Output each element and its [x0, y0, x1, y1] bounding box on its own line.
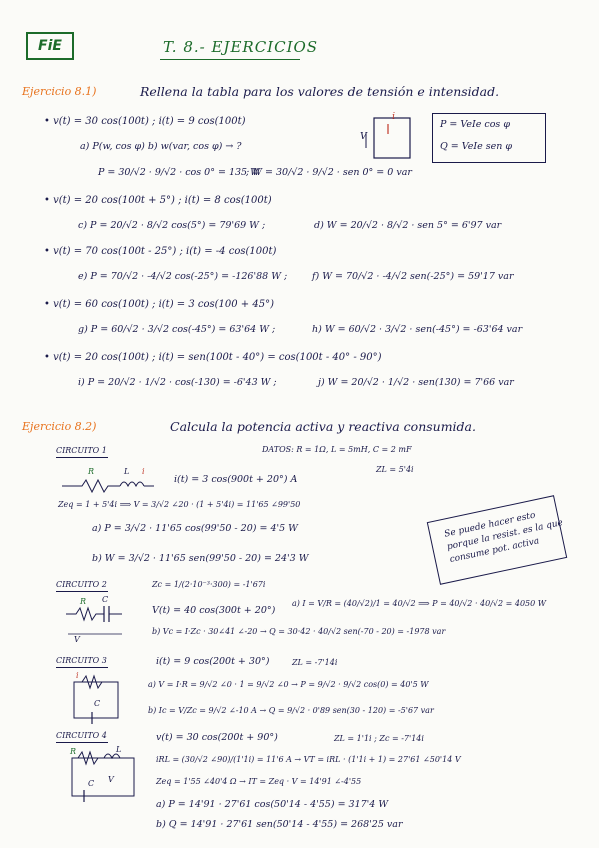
circuit-2-zc: Zc = 1/(2·10⁻³·300) = -1'67i: [152, 580, 266, 589]
circuit-4-voltage: v(t) = 30 cos(200t + 90°): [156, 732, 278, 743]
circuit-3-b: b) Ic = V/Zc = 9/√2 ∠-10 A → Q = 9/√2 · 0'89 sen(30 - 120) = -5'67 var: [148, 706, 434, 715]
circuit-4-zeq: Zeq = 1'55 ∠40'4 Ω → IT = Zeq · V = 14'91 ∠-4'55: [156, 777, 362, 786]
logo-text: FiE: [38, 38, 62, 54]
datos: DATOS: R = 1Ω, L = 5mH, C = 2 mF: [262, 445, 412, 454]
item-5-given: • v(t) = 20 cos(100t) ; i(t) = sen(100t - 40°) = cos(100t - 40° - 90°): [44, 352, 382, 363]
item-4-p: g) P = 60/√2 · 3/√2 cos(-45°) = 63'64 W ;: [78, 324, 276, 335]
circuit-1-a: a) P = 3/√2 · 11'65 cos(99'50 - 20) = 4'5 W: [92, 523, 298, 534]
item-5-given-text: v(t) = 20 cos(100t) ; i(t) = sen(100t - 40°) = cos(100t - 40° - 90°): [53, 352, 382, 363]
item-4-given: • v(t) = 60 cos(100t) ; i(t) = 3 cos(100 + 45°): [44, 299, 274, 310]
circuit-current-label: i: [392, 111, 396, 122]
svg-text:R: R: [70, 747, 77, 756]
circuit-4-name: CIRCUITO 4: [56, 731, 107, 740]
item-3-given-text: v(t) = 70 cos(100t - 25°) ; i(t) = -4 cos(100t): [53, 246, 277, 257]
circuit-4-diagram: [64, 746, 144, 802]
item-3-p: e) P = 70/√2 · -4/√2 cos(-25°) = -126'88 W ;: [78, 271, 288, 282]
formula-p: P = VeIe cos φ: [440, 119, 510, 130]
svg-text:C: C: [102, 595, 109, 604]
svg-text:R: R: [88, 467, 95, 476]
circuit-2-b: b) Vc = I·Zc · 30∠41 ∠-20 → Q = 30·42 · 40/√2 sen(-70 - 20) = -1978 var: [152, 627, 446, 636]
circuit-3-current: i(t) = 9 cos(200t + 30°): [156, 656, 270, 667]
svg-text:i: i: [142, 467, 145, 476]
exercise-2-title: Calcula la potencia activa y reactiva consumida.: [170, 419, 476, 434]
svg-text:C: C: [94, 699, 101, 708]
item-2-p: c) P = 20/√2 · 8/√2 cos(5°) = 79'69 W ;: [78, 220, 266, 231]
exercise-1-label: Ejercicio 8.1): [22, 85, 97, 98]
fie-logo: [26, 32, 74, 60]
item-1-q: ; W = 30/√2 · 9/√2 · sen 0° = 0 var: [246, 167, 412, 178]
item-1-ask: a) P(w, cos φ) b) w(var, cos φ) → ?: [80, 141, 242, 152]
circuit-3-a: a) V = I·R = 9/√2 ∠0 · 1 = 9/√2 ∠0 → P = 9/√2 · 9/√2 cos(0) = 40'5 W: [148, 680, 429, 689]
svg-text:V: V: [108, 775, 114, 784]
title-underline: [160, 59, 300, 60]
circuit-2-name: CIRCUITO 2: [56, 580, 107, 589]
item-3-q: f) W = 70/√2 · -4/√2 sen(-25°) = 59'17 var: [312, 271, 514, 282]
svg-text:C: C: [88, 779, 95, 788]
circuit-3-zl: ZL = -7'14i: [292, 658, 338, 667]
item-2-q: d) W = 20/√2 · 8/√2 · sen 5° = 6'97 var: [314, 220, 502, 231]
item-4-q: h) W = 60/√2 · 3/√2 · sen(-45°) = -63'64 var: [312, 324, 523, 335]
page-title: T. 8.- EJERCICIOS: [163, 38, 319, 56]
circuit-1-current: i(t) = 3 cos(900t + 20°) A: [174, 474, 298, 485]
item-2-given-text: v(t) = 20 cos(100t + 5°) ; i(t) = 8 cos(100t): [53, 195, 272, 206]
circuit-1-zl: ZL = 5'4i: [376, 465, 414, 474]
note-text: Se puede hacer esto porque la resist. es la que consume pot. activa: [443, 510, 564, 566]
item-2-given: • v(t) = 20 cos(100t + 5°) ; i(t) = 8 cos(100t): [44, 195, 272, 206]
svg-text:L: L: [124, 467, 130, 476]
circuit-1-underline: [56, 457, 108, 458]
svg-text:V: V: [74, 635, 80, 644]
circuit-1-b: b) W = 3/√2 · 11'65 sen(99'50 - 20) = 24'3 W: [92, 553, 309, 564]
circuit-3-underline: [56, 667, 108, 668]
circuit-4-b: b) Q = 14'91 · 27'61 sen(50'14 - 4'55) = 268'25 var: [156, 819, 403, 830]
circuit-1-diagram: [60, 462, 156, 498]
formula-q: Q = VeIe sen φ: [440, 141, 513, 152]
circuit-4-a: a) P = 14'91 · 27'61 cos(50'14 - 4'55) = 317'4 W: [156, 799, 389, 810]
circuit-4-underline: [56, 742, 108, 743]
circuit-2-diagram: [64, 596, 134, 642]
item-4-given-text: v(t) = 60 cos(100t) ; i(t) = 3 cos(100 + 45°): [53, 299, 274, 310]
circuit-2-a: a) I = V/R = (40/√2)/1 = 40/√2 ⟹ P = 40/√2 · 40/√2 = 4050 W: [292, 599, 547, 608]
svg-text:L: L: [116, 745, 122, 754]
circuit-3-diagram: [64, 672, 134, 724]
item-5-p: i) P = 20/√2 · 1/√2 · cos(-130) = -6'43 W ;: [78, 377, 277, 388]
item-1-p: P = 30/√2 · 9/√2 · cos 0° = 135 W: [98, 167, 260, 178]
circuit-4-zl: ZL = 1'1i ; Zc = -7'14i: [334, 734, 424, 743]
circuit-voltage-label: V: [360, 131, 367, 142]
svg-text:R: R: [80, 597, 87, 606]
item-1-given-text: v(t) = 30 cos(100t) ; i(t) = 9 cos(100t): [53, 116, 246, 127]
svg-text:i: i: [76, 671, 79, 680]
circuit-3-name: CIRCUITO 3: [56, 656, 107, 665]
circuit-2-underline: [56, 591, 108, 592]
exercise-1-title: Rellena la tabla para los valores de tensión e intensidad.: [140, 84, 500, 99]
circuit-sketch-1: [358, 112, 418, 162]
item-3-given: • v(t) = 70 cos(100t - 25°) ; i(t) = -4 cos(100t): [44, 246, 277, 257]
item-5-q: j) W = 20/√2 · 1/√2 · sen(130) = 7'66 var: [318, 377, 514, 388]
item-1-given: • v(t) = 30 cos(100t) ; i(t) = 9 cos(100t): [44, 116, 246, 127]
circuit-2-voltage: V(t) = 40 cos(300t + 20°): [152, 605, 276, 616]
exercise-2-label: Ejercicio 8.2): [22, 420, 97, 433]
circuit-4-irl: iRL = (30/√2 ∠90)/(1'1i) = 11'6 A → VT = iRL · (1'1i + 1) = 27'61 ∠50'14 V: [156, 755, 461, 764]
circuit-1-name: CIRCUITO 1: [56, 446, 107, 455]
circuit-1-zeq: Zeq = 1 + 5'4i ⟹ V = 3/√2 ∠20 · (1 + 5'4i) = 11'65 ∠99'50: [58, 500, 301, 509]
